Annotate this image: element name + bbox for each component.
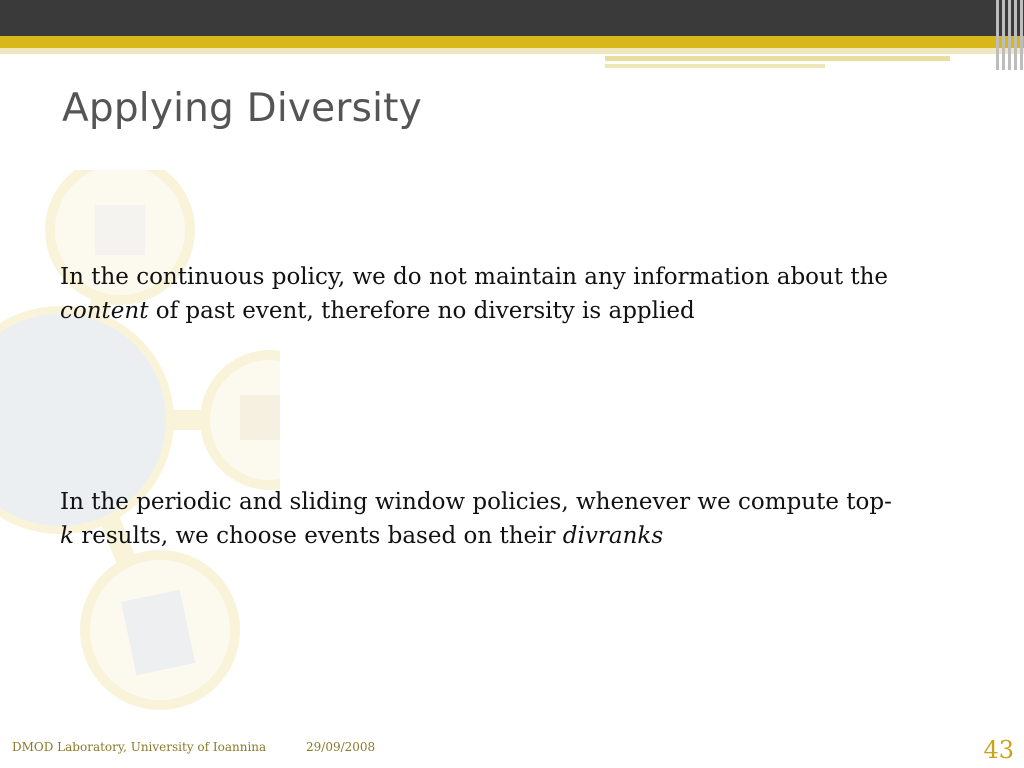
footer-organization: DMOD Laboratory, University of Ioannina — [12, 740, 267, 754]
emphasis-divranks: divranks — [562, 523, 664, 549]
right-stripes — [994, 0, 1024, 70]
paragraph2-middle: results, we choose events based on their — [73, 523, 563, 549]
cream-band — [0, 48, 1024, 54]
footer-date: 29/09/2008 — [306, 740, 376, 754]
paragraph1-line1: In the continuous policy, we do not maintain any information about the — [60, 264, 889, 290]
paragraph1-rest: of past event, therefore no diversity is applied — [148, 298, 695, 324]
paragraph2-line1: In the periodic and sliding window policies, whenever we compute top- — [60, 489, 892, 515]
emphasis-k: k — [60, 523, 74, 549]
emphasis-content: content — [60, 298, 149, 324]
gold-band — [0, 36, 1024, 48]
slide-title: Applying Diversity — [62, 86, 422, 131]
top-bar — [0, 0, 1024, 36]
page-number: 43 — [983, 736, 1014, 764]
paragraph-continuous-policy — [60, 260, 965, 328]
accent-lines — [605, 56, 950, 70]
paragraph-periodic-policy — [60, 485, 965, 553]
background-illustration — [0, 170, 280, 730]
